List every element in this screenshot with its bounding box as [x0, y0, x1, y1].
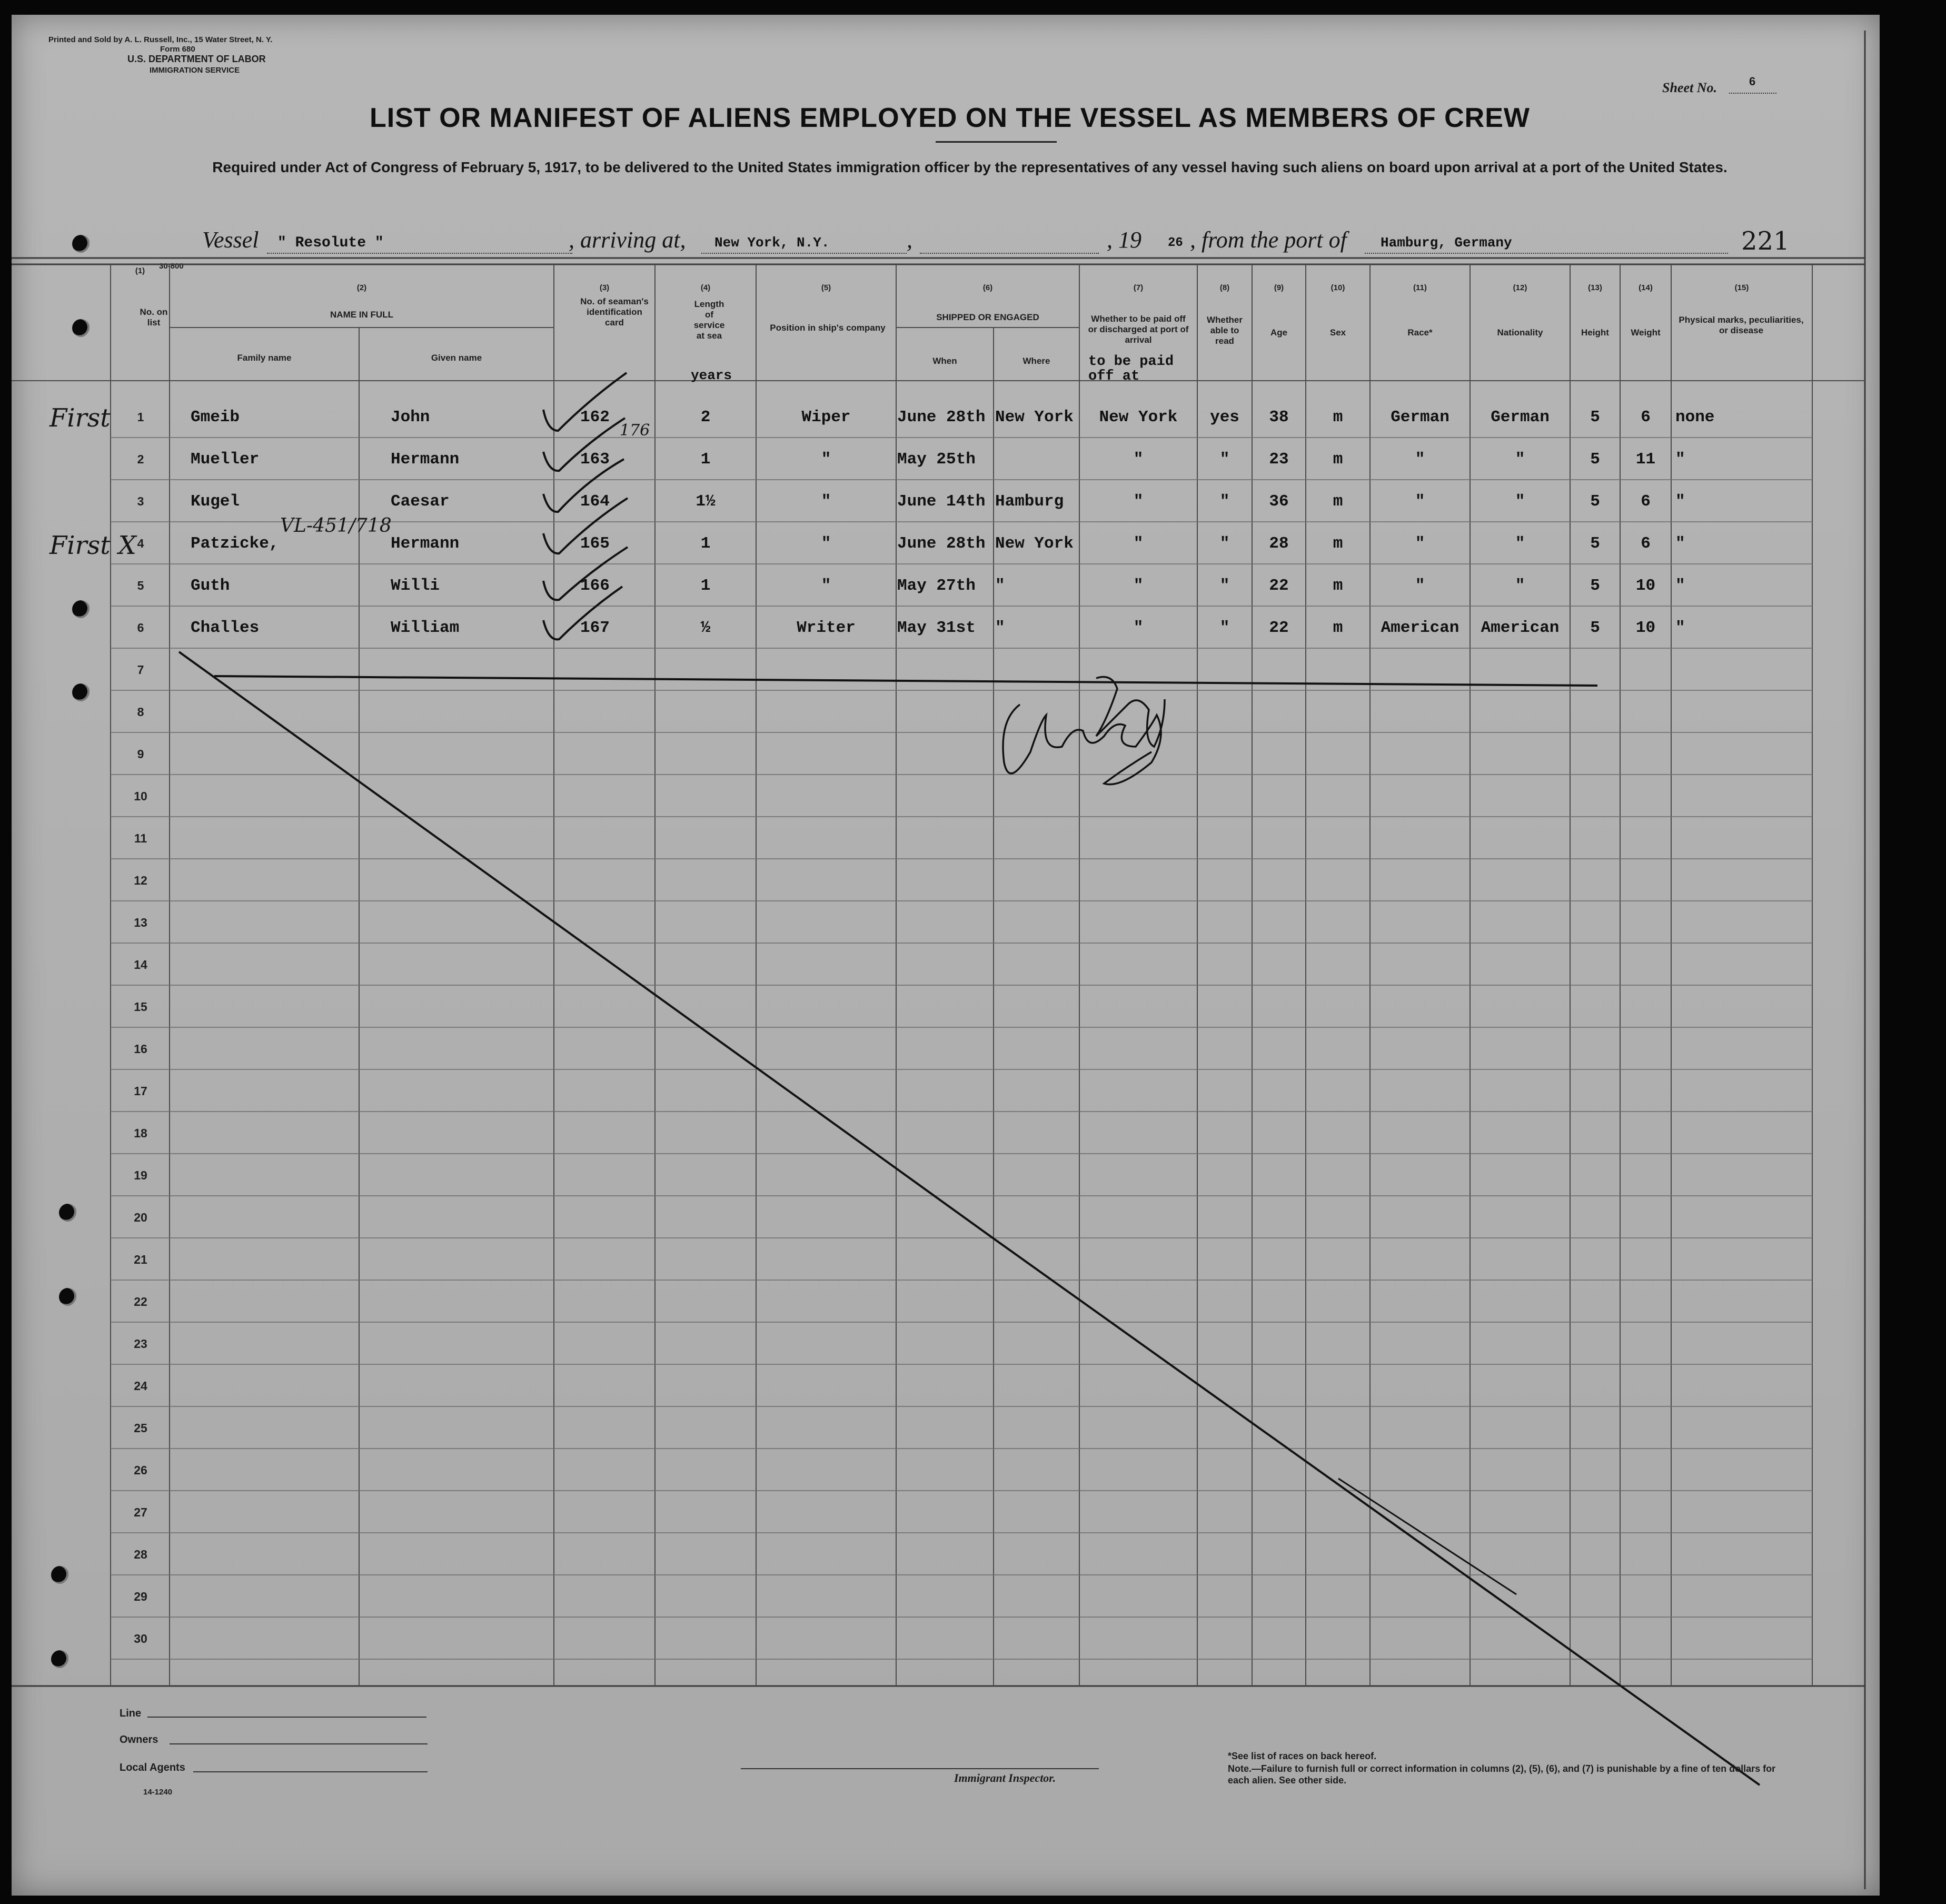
page-number: 221 — [1741, 226, 1790, 256]
table-grid — [12, 15, 1880, 1896]
cell-where: New York — [995, 534, 1074, 553]
cell-sex: m — [1333, 408, 1343, 427]
line-number: 12 — [134, 874, 147, 887]
line-number: 25 — [134, 1421, 147, 1435]
cell-age: 22 — [1269, 577, 1289, 595]
col5-number: (5) — [821, 283, 831, 292]
cell-position: Writer — [797, 619, 856, 637]
col8-header: Whether able to read — [1207, 315, 1243, 346]
card-note: 176 — [620, 421, 650, 440]
cell-paid: New York — [1099, 408, 1178, 427]
cell-marks: " — [1675, 577, 1685, 595]
cell-position: " — [821, 450, 831, 469]
cell-sex: m — [1333, 534, 1343, 553]
col15-header: Physical marks, peculiarities, or disease — [1679, 315, 1804, 335]
line-number: 9 — [137, 747, 144, 761]
cell-age: 38 — [1269, 408, 1289, 427]
col10-header: Sex — [1329, 328, 1346, 338]
line-number: 6 — [137, 621, 144, 634]
col6-when-header: When — [932, 356, 957, 366]
date-separator: , — [907, 227, 912, 253]
inspector-label: Immigrant Inspector. — [954, 1771, 1056, 1784]
line-number: 7 — [137, 663, 144, 677]
cell-age: 36 — [1269, 492, 1289, 511]
cell-when: May 25th — [897, 450, 976, 469]
binder-hole — [51, 1566, 69, 1584]
cell-card: 167 — [580, 619, 610, 637]
cell-nationality: German — [1491, 408, 1550, 427]
cell-marks: " — [1675, 534, 1685, 553]
cell-nationality: " — [1515, 577, 1525, 595]
footer-owners-rule — [170, 1743, 428, 1744]
col1-number: (1) — [135, 266, 145, 275]
cell-marks: " — [1675, 450, 1685, 469]
binder-hole — [72, 683, 90, 701]
line-number: 8 — [137, 705, 144, 719]
line-number: 2 — [137, 452, 144, 466]
arriving-label: , arriving at, — [569, 227, 686, 253]
cell-service: 2 — [700, 408, 711, 427]
line-number: 24 — [134, 1379, 147, 1393]
col14-number: (14) — [1639, 283, 1653, 292]
cell-card: 165 — [580, 534, 610, 553]
cell-sex: m — [1333, 619, 1343, 637]
cell-when: June 28th — [897, 408, 986, 427]
cell-weight: 10 — [1635, 577, 1656, 595]
col2-given-header: Given name — [431, 353, 482, 363]
col3-header: No. of seaman's identification card — [580, 296, 649, 328]
cell-weight: 6 — [1641, 534, 1651, 553]
cell-nationality: " — [1515, 492, 1525, 511]
line-number: 21 — [134, 1253, 147, 1266]
form-subtitle: Required under Act of Congress of February 5, 1917, to be delivered to the United States immigration officer by the representatives of any vessel having such aliens on board upon arrival at a port of the United States. — [212, 159, 1727, 175]
cell-height: 5 — [1590, 577, 1600, 595]
col4-number: (4) — [700, 283, 711, 292]
cell-family: Patzicke, — [191, 534, 279, 553]
footer-form-number: 14-1240 — [143, 1788, 173, 1797]
col2-family-header: Family name — [237, 353, 292, 363]
binder-hole — [51, 1650, 69, 1668]
cell-read: " — [1219, 450, 1230, 469]
cell-marks: " — [1675, 492, 1685, 511]
cell-given: Caesar — [391, 492, 450, 511]
line-number: 4 — [137, 537, 144, 550]
cell-weight: 6 — [1641, 408, 1651, 427]
sheet-number-value: 6 — [1749, 75, 1756, 88]
cell-when: May 31st — [897, 619, 976, 637]
line-number: 30 — [134, 1632, 147, 1645]
sheet-number-label: Sheet No. — [1662, 80, 1717, 95]
binder-hole — [59, 1288, 77, 1306]
cell-family: Kugel — [191, 492, 240, 511]
footer-agents-label: Local Agents — [120, 1762, 185, 1773]
cell-race: " — [1415, 450, 1425, 469]
cell-card: 164 — [580, 492, 610, 511]
line-number: 26 — [134, 1463, 147, 1477]
line-number: 3 — [137, 494, 144, 508]
form-title: LIST OR MANIFEST OF ALIENS EMPLOYED ON THE VESSEL AS MEMBERS OF CREW — [370, 103, 1530, 133]
col15-number: (15) — [1734, 283, 1749, 292]
service-label: IMMIGRATION SERVICE — [150, 66, 240, 75]
line-number: 5 — [137, 579, 144, 592]
margin-note-row1: First — [49, 403, 111, 433]
cell-read: " — [1219, 534, 1230, 553]
cell-paid: " — [1133, 450, 1144, 469]
cell-age: 22 — [1269, 619, 1289, 637]
cell-height: 5 — [1590, 450, 1600, 469]
cell-sex: m — [1333, 577, 1343, 595]
year-value: 26 — [1168, 236, 1183, 250]
line-number: 10 — [134, 789, 147, 803]
cell-nationality: " — [1515, 534, 1525, 553]
cell-family: Challes — [191, 619, 260, 637]
cell-position: " — [821, 577, 831, 595]
cell-card: 166 — [580, 577, 610, 595]
cell-given: Hermann — [391, 534, 460, 553]
col7-header: Whether to be paid off or discharged at port of arrival — [1088, 314, 1189, 345]
cell-position: " — [821, 492, 831, 511]
col5-header: Position in ship's company — [770, 323, 886, 333]
cell-where: " — [995, 577, 1005, 595]
footer-note-fine: Note.—Failure to furnish full or correct information in columns (2), (5), (6), and (7) is punishable by a fine of ten dollars for each alien. See other side. — [1228, 1763, 1776, 1786]
cell-given: William — [391, 619, 460, 637]
cell-height: 5 — [1590, 492, 1600, 511]
cell-service: 1 — [700, 450, 711, 469]
col7-number: (7) — [1133, 283, 1144, 292]
from-port-value: Hamburg, Germany — [1381, 235, 1512, 251]
line-number: 22 — [134, 1295, 147, 1308]
cell-service: 1 — [700, 577, 711, 595]
cell-service: 1½ — [696, 492, 716, 511]
cell-card: 162 — [580, 408, 610, 427]
cell-marks: none — [1675, 408, 1715, 427]
line-number: 16 — [134, 1042, 147, 1056]
cell-when: June 28th — [897, 534, 986, 553]
line-number: 13 — [134, 916, 147, 929]
cell-when: June 14th — [897, 492, 986, 511]
line-number: 20 — [134, 1211, 147, 1224]
col4-header: Length of service at sea — [693, 299, 725, 341]
line-number: 14 — [134, 958, 147, 971]
manifest-sheet — [12, 15, 1880, 1896]
col13-header: Height — [1581, 328, 1609, 338]
cell-weight: 6 — [1641, 492, 1651, 511]
margin-note-row4: First X — [49, 531, 136, 560]
cell-position: Wiper — [801, 408, 851, 427]
cell-paid: " — [1133, 577, 1144, 595]
cell-service: 1 — [700, 534, 711, 553]
vessel-name: " Resolute " — [277, 235, 384, 251]
binder-hole — [59, 1204, 77, 1222]
cell-position: " — [821, 534, 831, 553]
cell-weight: 11 — [1635, 450, 1656, 469]
vessel-label: Vessel — [202, 227, 259, 253]
cell-read: " — [1219, 577, 1230, 595]
cell-given: John — [391, 408, 430, 427]
form-code: 30-800 — [159, 262, 184, 271]
cell-nationality: " — [1515, 450, 1525, 469]
cell-where: Hamburg — [995, 492, 1064, 511]
line-number: 28 — [134, 1548, 147, 1561]
cell-age: 28 — [1269, 534, 1289, 553]
line-number: 29 — [134, 1590, 147, 1603]
cell-family: Gmeib — [191, 408, 240, 427]
binder-hole — [72, 235, 90, 253]
col9-header: Age — [1270, 328, 1288, 338]
cell-race: American — [1381, 619, 1460, 637]
cell-service: ½ — [700, 619, 711, 637]
col11-header: Race* — [1407, 328, 1433, 338]
cell-race: " — [1415, 492, 1425, 511]
line-number: 23 — [134, 1337, 147, 1351]
col10-number: (10) — [1331, 283, 1345, 292]
cell-paid: " — [1133, 534, 1144, 553]
cell-weight: 10 — [1635, 619, 1656, 637]
cell-height: 5 — [1590, 534, 1600, 553]
cell-given: Hermann — [391, 450, 460, 469]
cell-card: 163 — [580, 450, 610, 469]
cell-height: 5 — [1590, 408, 1600, 427]
col6-number: (6) — [982, 283, 993, 292]
footer-line-rule — [147, 1717, 426, 1718]
footer-owners-label: Owners — [120, 1734, 158, 1746]
col13-number: (13) — [1588, 283, 1602, 292]
cell-given: Willi — [391, 577, 440, 595]
line-number: 1 — [137, 410, 144, 424]
year-prefix: , 19 — [1107, 227, 1141, 253]
footer-agents-rule — [193, 1771, 428, 1772]
col6-where-header: Where — [1022, 356, 1050, 366]
cell-paid: " — [1133, 619, 1144, 637]
cell-paid: " — [1133, 492, 1144, 511]
col2-header: NAME IN FULL — [330, 310, 393, 320]
cell-read: " — [1219, 492, 1230, 511]
line-number: 18 — [134, 1126, 147, 1140]
col6-header: SHIPPED OR ENGAGED — [936, 312, 1039, 322]
binder-hole — [72, 319, 90, 337]
col4-unit: years — [691, 368, 732, 383]
binder-hole — [72, 600, 90, 618]
col11-number: (11) — [1413, 283, 1427, 292]
vl-note: VL-451/718 — [280, 515, 392, 537]
cell-where: New York — [995, 408, 1074, 427]
inspector-rule — [741, 1768, 1099, 1769]
line-number: 17 — [134, 1084, 147, 1098]
footer-line-label: Line — [120, 1708, 142, 1719]
cell-age: 23 — [1269, 450, 1289, 469]
cell-when: May 27th — [897, 577, 976, 595]
col2-number: (2) — [356, 283, 367, 292]
cell-marks: " — [1675, 619, 1685, 637]
cell-nationality: American — [1481, 619, 1560, 637]
arriving-port: New York, N.Y. — [714, 235, 830, 251]
col12-number: (12) — [1513, 283, 1527, 292]
cell-family: Mueller — [191, 450, 260, 469]
col7-typed-note: to be paid off at — [1088, 354, 1174, 384]
cell-race: " — [1415, 534, 1425, 553]
cell-height: 5 — [1590, 619, 1600, 637]
line-number: 19 — [134, 1168, 147, 1182]
line-number: 15 — [134, 1000, 147, 1014]
cell-family: Guth — [191, 577, 230, 595]
line-number: 11 — [134, 831, 147, 845]
col8-number: (8) — [1219, 283, 1230, 292]
footer-note-races: *See list of races on back hereof. — [1228, 1751, 1377, 1761]
line-number: 27 — [134, 1505, 147, 1519]
cell-sex: m — [1333, 450, 1343, 469]
printer-line: Printed and Sold by A. L. Russell, Inc., 15 Water Street, N. Y. — [48, 35, 273, 44]
department-label: U.S. DEPARTMENT OF LABOR — [127, 54, 266, 64]
col12-header: Nationality — [1497, 328, 1543, 338]
cell-sex: m — [1333, 492, 1343, 511]
cell-race: " — [1415, 577, 1425, 595]
from-port-label: , from the port of — [1190, 227, 1347, 253]
form-label: Form 680 — [160, 45, 195, 54]
cell-read: " — [1219, 619, 1230, 637]
cell-read: yes — [1210, 408, 1239, 427]
col1-header: No. on list — [140, 307, 168, 328]
col9-number: (9) — [1274, 283, 1284, 292]
cell-race: German — [1391, 408, 1449, 427]
cell-where: " — [995, 619, 1005, 637]
col14-header: Weight — [1631, 328, 1661, 338]
inspector-signature — [1003, 677, 1165, 785]
col3-number: (3) — [599, 283, 610, 292]
